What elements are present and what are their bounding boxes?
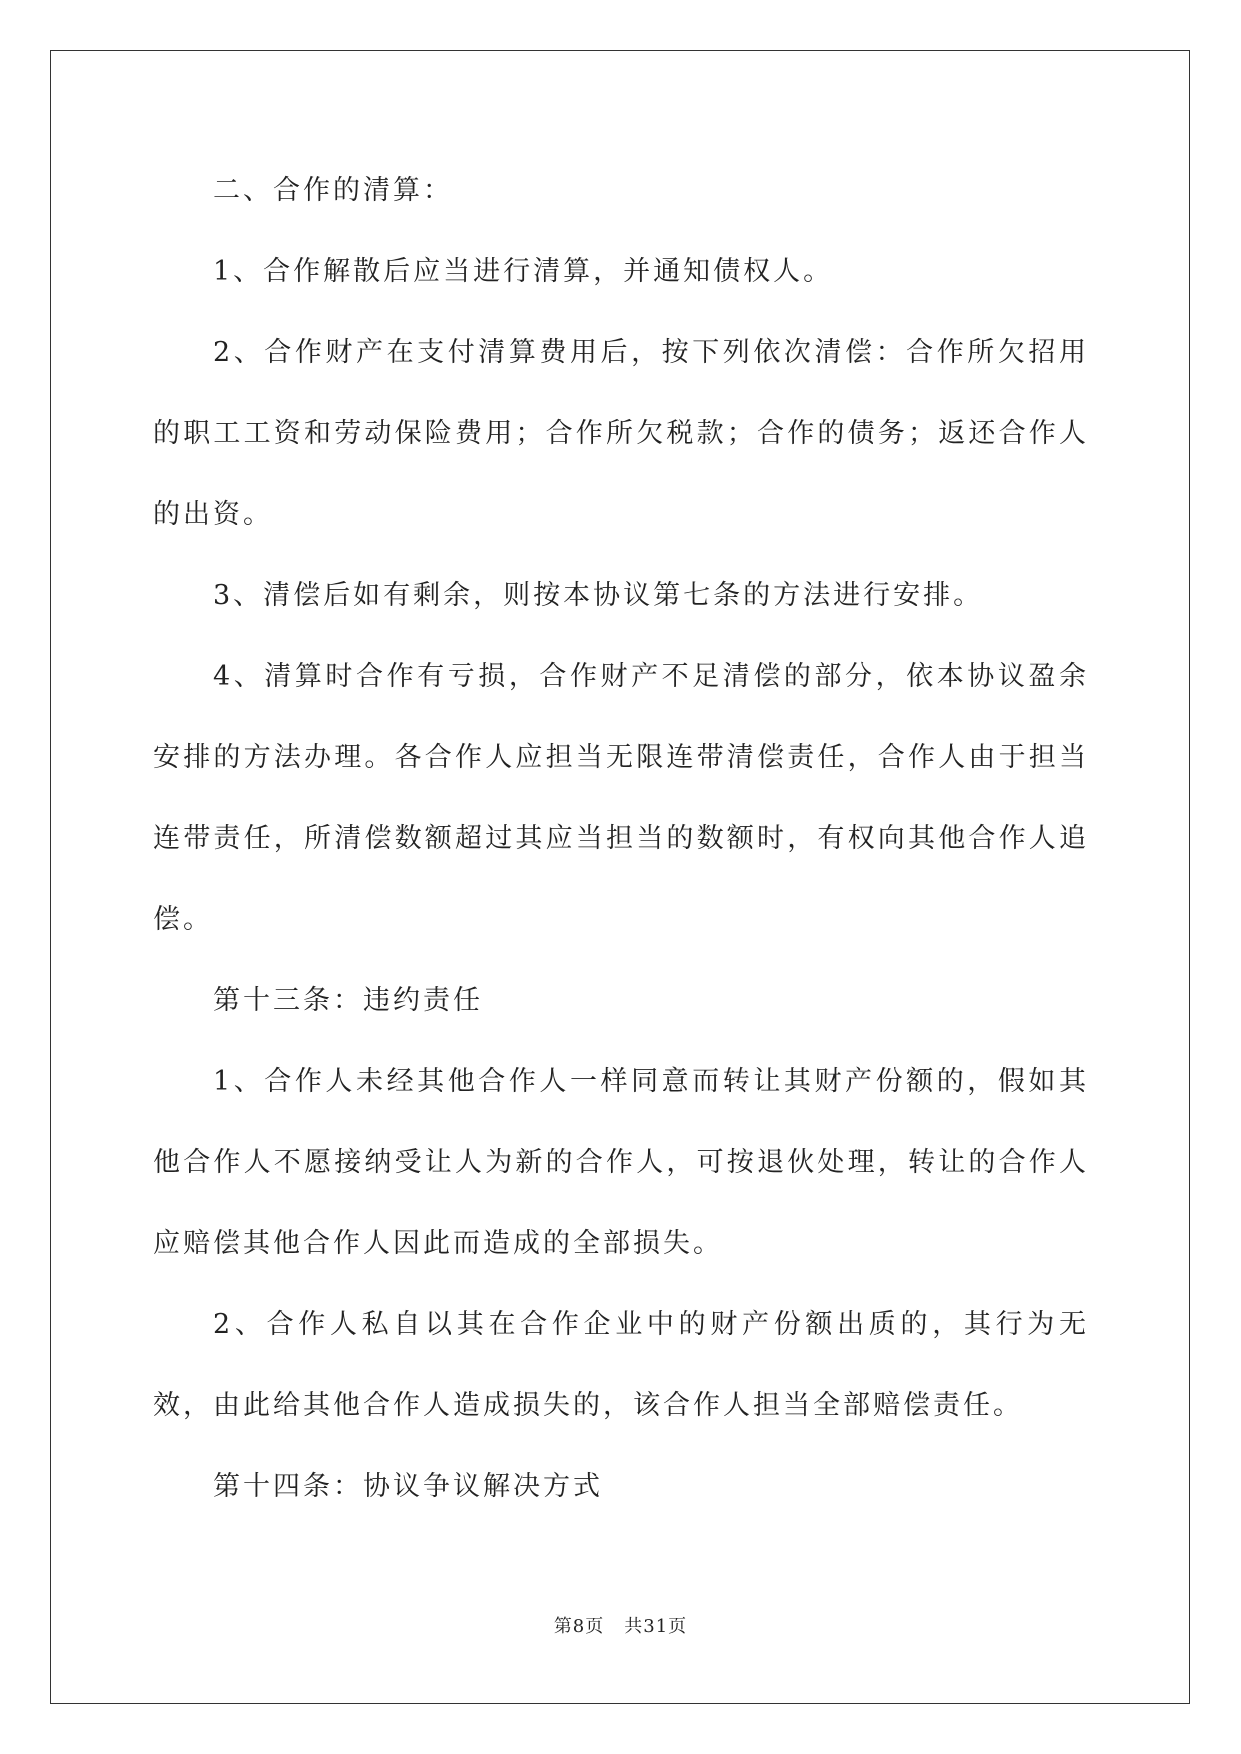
article-heading-14: 第十四条：协议争议解决方式 [213,1471,603,1502]
page-footer [0,1612,1241,1638]
total-page-count: 共31页 [624,1616,688,1637]
article-heading-13: 第十三条：违约责任 [213,985,483,1016]
paragraph-clause-1: 1、合作解散后应当进行清算，并通知债权人。 [213,256,834,287]
paragraph-liability-1: 1、合作人未经其他合作人一样同意而转让其财产份额的，假如其他合作人不愿接纳受让人为新的合作人，可按退伙处理，转让的合作人应赔偿其他合作人因此而造成的全部损失。 [153,1066,1089,1259]
paragraph-clause-3: 3、清偿后如有剩余，则按本协议第七条的方法进行安排。 [213,580,984,611]
paragraph-clause-2: 2、合作财产在支付清算费用后，按下列依次清偿：合作所欠招用的职工工资和劳动保险费用；合作所欠税款；合作的债务；返还合作人的出资。 [153,337,1089,530]
paragraph-clause-4: 4、清算时合作有亏损，合作财产不足清偿的部分，依本协议盈余安排的方法办理。各合作人应担当无限连带清偿责任，合作人由于担当连带责任，所清偿数额超过其应当担当的数额时，有权向其他合作人追偿。 [153,661,1089,935]
document-body [153,150,1089,1527]
section-heading-liquidation: 二、合作的清算： [213,175,453,206]
paragraph-liability-2: 2、合作人私自以其在合作企业中的财产份额出质的，其行为无效，由此给其他合作人造成损失的，该合作人担当全部赔偿责任。 [153,1309,1089,1421]
current-page-number: 第8页 [553,1616,605,1637]
